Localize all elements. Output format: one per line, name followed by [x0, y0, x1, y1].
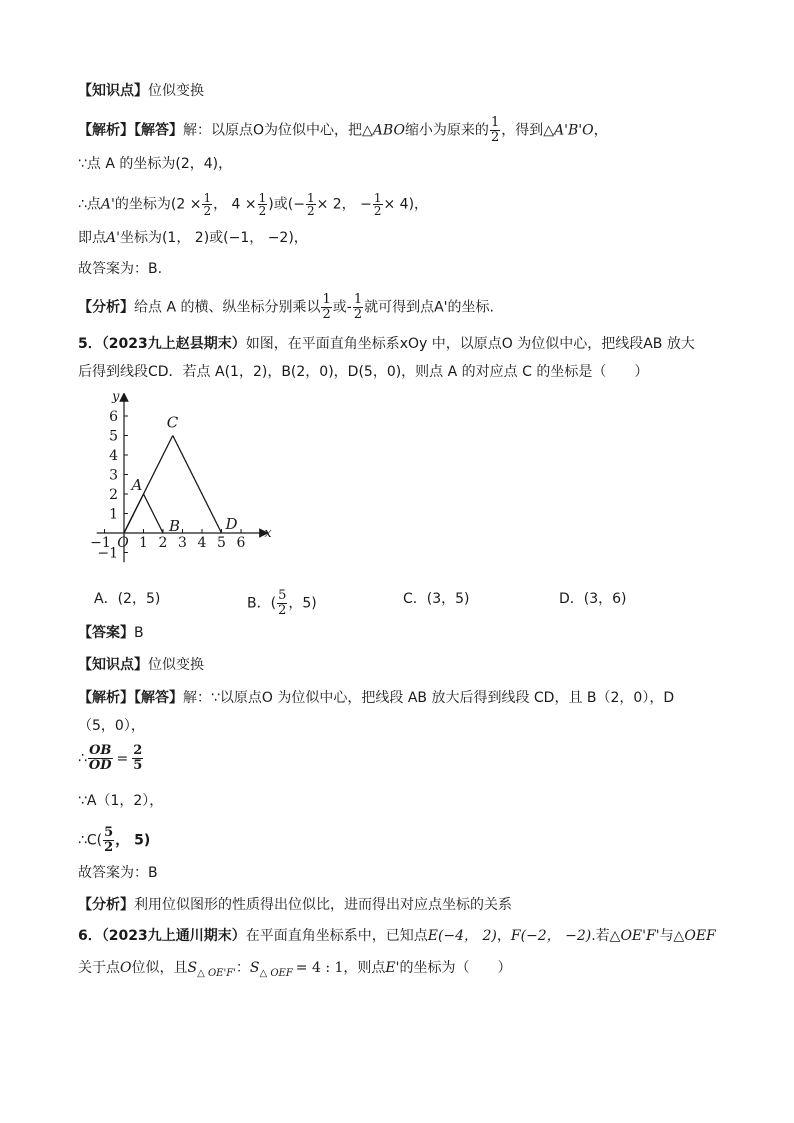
segment-CD	[173, 436, 222, 534]
point-label-c: C	[166, 413, 179, 432]
question-6-line-2	[78, 958, 512, 984]
fraction	[103, 826, 114, 855]
option-b[interactable]	[247, 589, 317, 618]
x-tick-label: −1	[90, 535, 111, 551]
math-text: = 4 : 1	[295, 960, 344, 976]
fraction-den: 2	[353, 307, 363, 322]
fraction-den: 2	[490, 130, 500, 145]
solution-text: × 4)，	[383, 196, 429, 213]
fraction-num: 1	[203, 191, 212, 205]
solution-line-3	[78, 192, 428, 217]
solution-line-2: ∵点 A 的坐标为(2，4)，	[78, 156, 233, 172]
solution-text: )或(−	[268, 196, 305, 213]
solution-text: 坐标为(1， 2)或(−1， −2)，	[119, 230, 308, 246]
fraction	[353, 293, 363, 322]
fraction-den: 2	[306, 204, 315, 218]
x-tick-label: 3	[178, 535, 187, 551]
option-c[interactable]: C．(3，5)	[403, 591, 470, 607]
y-tick-label: 1	[109, 506, 118, 523]
y-tick-label: 5	[109, 428, 118, 445]
math-text: A'	[106, 230, 120, 246]
fraction-den: 2	[278, 603, 287, 618]
analysis-text: 利用位似图形的性质得出位似比，进而得出对应点坐标的关系	[134, 897, 512, 913]
knowledge-tag: 【知识点】	[78, 657, 148, 673]
math-text: S	[249, 960, 260, 976]
solution-text: ，得到△	[501, 122, 554, 139]
q5-ratio-line	[78, 744, 144, 773]
fraction	[490, 116, 500, 145]
question-5-line-1	[78, 334, 695, 354]
answer-line	[78, 623, 144, 643]
solution-text: 缩小为原来的	[404, 122, 489, 139]
question-source: （2023九上通川期末）	[101, 928, 246, 944]
x-tick-label: 5	[217, 535, 226, 551]
solution-text: ， 4 ×	[213, 196, 257, 213]
equals-sign: =	[116, 750, 129, 767]
solution-text: ∴点	[78, 196, 101, 213]
fraction	[277, 589, 287, 618]
solution-text: × 2， −	[316, 196, 372, 213]
origin-label: O	[117, 535, 129, 551]
analysis-text: 给点 A 的横、纵坐标分别乘以	[134, 299, 321, 316]
analysis-text: 就可得到点A'的坐标.	[364, 299, 494, 316]
q5-solution-line-1	[78, 688, 674, 708]
math-text: O	[120, 960, 132, 976]
solution-text: ∴C(	[78, 832, 103, 849]
solution-text: ， 5)	[115, 832, 151, 849]
math-subscript: △ OEF	[259, 967, 293, 979]
y-tick-label: 4	[109, 448, 118, 464]
math-text: E'	[385, 960, 400, 976]
fraction-den: 2	[104, 840, 114, 855]
point-label-a: A	[131, 476, 143, 494]
q5-analysis-line	[78, 895, 512, 915]
fraction-num: 5	[104, 825, 114, 840]
question-text: 关于点	[78, 960, 120, 976]
y-axis-label: y	[112, 393, 120, 405]
analysis-tag: 【解析】	[78, 690, 134, 706]
answer-value: B	[134, 625, 144, 641]
fraction	[88, 744, 113, 773]
solution-text: 解：∵以原点O 为位似中心，把线段 AB 放大后得到线段 CD，且 B（2，0），D	[183, 690, 675, 706]
answer-tag: 【解答】	[134, 690, 183, 706]
option-text: B．(	[247, 595, 277, 612]
answer-tag: 【答案】	[78, 625, 134, 641]
fraction-num: 2	[133, 743, 143, 758]
point-label-b: B	[169, 517, 181, 535]
fraction-den: 5	[133, 758, 143, 773]
question-text: 位似，且	[131, 960, 188, 976]
question-text: ，则点	[343, 960, 386, 976]
y-tick-label: 6	[109, 409, 118, 425]
point-label-d: D	[225, 515, 238, 533]
question-5-line-2: 后得到线段CD．若点 A(1，2)，B(2，0)，D(5，0)，则点 A 的对应点 C 的坐标是（ ）	[78, 364, 649, 380]
x-tick-label: 6	[236, 535, 246, 551]
q5-solution-line-4: ∵A（1，2），	[78, 793, 164, 809]
fraction-den: 2	[258, 204, 267, 218]
math-text: S	[187, 960, 198, 976]
question-text: 的坐标为（ ）	[399, 960, 512, 976]
q5-solution-line-5	[78, 826, 150, 855]
analysis-tag: 【分析】	[78, 897, 134, 913]
fraction-num: 1	[353, 292, 363, 307]
option-text: ，5)	[288, 595, 317, 612]
solution-text: 的坐标为(2 ×	[114, 196, 202, 213]
y-tick-label: −1	[97, 545, 118, 562]
question-6-line-1	[78, 926, 716, 946]
solution-text: ∴	[78, 750, 87, 767]
math-text: OEF	[684, 928, 716, 944]
math-text: A'	[100, 196, 115, 213]
math-text: ABO	[372, 122, 405, 139]
fraction	[373, 192, 383, 217]
x-tick-label: 2	[158, 535, 168, 551]
analysis-line	[78, 293, 494, 322]
math-text: F(−2， −2)	[510, 928, 592, 944]
fraction	[258, 192, 268, 217]
question-number: 6．	[78, 928, 102, 944]
answer-tag: 【解答】	[134, 122, 183, 139]
q5-solution-line-2: （5，0），	[78, 718, 145, 734]
analysis-tag: 【分析】	[78, 299, 134, 316]
math-subscript: △ OE'F'	[197, 967, 236, 979]
question-number: 5．	[78, 336, 102, 352]
coordinate-figure	[88, 393, 288, 573]
question-text: ：	[235, 960, 250, 976]
fraction	[321, 293, 331, 322]
fraction-num: 1	[373, 191, 382, 205]
question-text: 如图，在平面直角坐标系xOy 中，以原点O 为位似中心，把线段AB 放大	[245, 336, 695, 352]
fraction	[306, 192, 316, 217]
fraction-num: 1	[306, 191, 315, 205]
fraction-num: 1	[322, 292, 331, 307]
option-a[interactable]: A．(2，5)	[94, 591, 161, 607]
y-tick-label: 3	[109, 467, 118, 484]
fraction-num: 5	[278, 588, 287, 603]
conclusion-line: 故答案为：B.	[78, 261, 163, 277]
question-source: （2023九上赵县期末）	[101, 336, 246, 352]
fraction	[132, 744, 143, 773]
knowledge-text: 位似变换	[148, 83, 204, 99]
y-tick-label: 2	[109, 487, 118, 503]
knowledge-point-line-q5	[78, 655, 204, 675]
question-text: .若△	[591, 928, 621, 944]
question-text: 与△	[659, 928, 685, 944]
segment-AB	[144, 494, 164, 533]
solution-line-1	[78, 116, 608, 145]
knowledge-point-line	[78, 81, 204, 101]
fraction-den: 2	[203, 204, 212, 218]
math-text: OE'F'	[620, 928, 660, 944]
option-d[interactable]: D．(3，6)	[559, 591, 627, 607]
knowledge-tag: 【知识点】	[78, 83, 148, 99]
fraction-den: OD	[88, 758, 112, 773]
x-axis-label: x	[264, 526, 272, 541]
fraction	[202, 192, 212, 217]
fraction-num: 1	[490, 115, 500, 130]
fraction-den: 2	[322, 307, 331, 322]
solution-text: 解：以原点O为位似中心，把△	[183, 122, 373, 139]
q5-conclusion-line: 故答案为：B	[78, 865, 158, 881]
question-text: ，	[496, 928, 511, 944]
knowledge-text: 位似变换	[148, 657, 204, 673]
fraction-den: 2	[373, 204, 382, 218]
analysis-tag: 【解析】	[78, 122, 134, 139]
math-text: E(−4， 2)	[427, 928, 497, 944]
fraction-num: OB	[89, 743, 112, 758]
math-text: A'B'O	[554, 122, 594, 139]
solution-text: 即点	[78, 230, 106, 246]
x-tick-label: 4	[197, 535, 207, 551]
x-tick-label: 1	[139, 535, 148, 551]
solution-line-4	[78, 228, 308, 248]
analysis-text: 或-	[332, 299, 352, 316]
fraction-num: 1	[258, 191, 267, 205]
question-text: 在平面直角坐标系中，已知点	[245, 928, 428, 944]
solution-text: ，	[593, 122, 608, 139]
